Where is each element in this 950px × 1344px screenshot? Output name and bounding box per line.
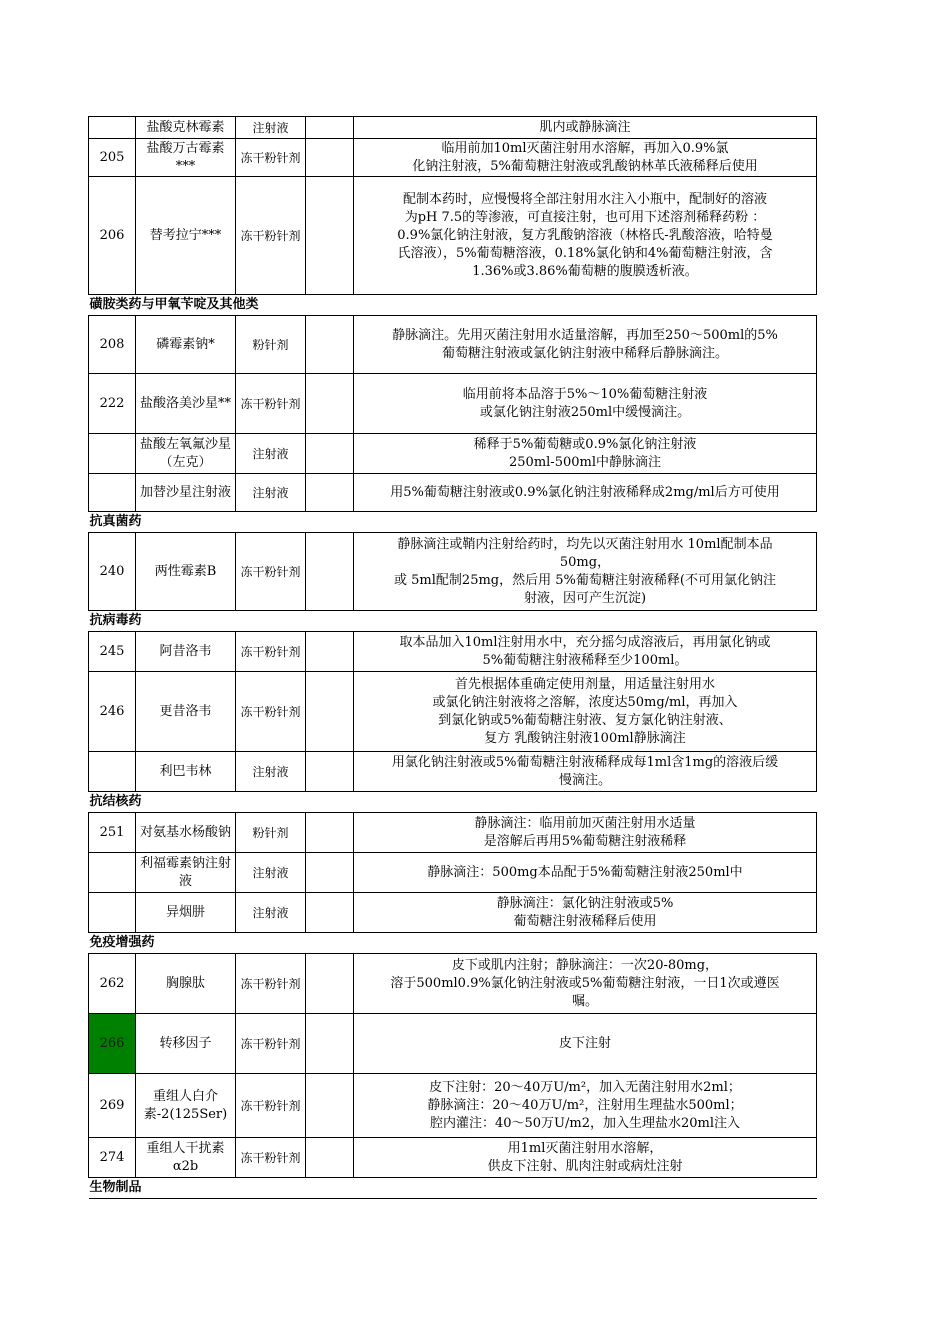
table-row bbox=[89, 752, 817, 792]
usage-line: 首先根据体重确定使用剂量，用适量注射用水 bbox=[454, 676, 715, 692]
blank-cell bbox=[306, 1074, 354, 1138]
usage-cell bbox=[354, 316, 817, 374]
usage-line: 用5%葡萄糖注射液或0.9%氯化钠注射液稀释成2mg/ml后方可使用 bbox=[390, 484, 780, 500]
table-row bbox=[89, 813, 817, 853]
usage-line: 临用前加10ml灭菌注射用水溶解，再加入0.9%氯 bbox=[441, 140, 729, 156]
table-row bbox=[89, 1074, 817, 1138]
usage-line: 0.9%氯化钠注射液，复方乳酸钠溶液（林格氏-乳酸溶液，哈特曼 bbox=[397, 227, 773, 243]
usage-line: 肌内或静脉滴注 bbox=[539, 119, 631, 135]
blank-cell bbox=[306, 672, 354, 752]
usage-cell bbox=[354, 853, 817, 893]
usage-cell bbox=[354, 117, 817, 139]
catalog-number-cell bbox=[89, 117, 136, 139]
dosage-form-cell: 注射液 bbox=[236, 117, 306, 139]
drug-name-cell: 盐酸左氧氟沙星（左克） bbox=[136, 434, 236, 474]
section-header-row bbox=[89, 611, 817, 632]
usage-cell bbox=[354, 893, 817, 933]
drug-name-cell: 盐酸洛美沙星** bbox=[136, 374, 236, 434]
usage-line: 葡萄糖注射液稀释后使用 bbox=[513, 913, 657, 929]
usage-line: 嘱。 bbox=[571, 993, 598, 1009]
table-row bbox=[89, 533, 817, 611]
section-header-row bbox=[89, 295, 817, 316]
catalog-number-cell bbox=[89, 893, 136, 933]
usage-line: 化钠注射液，5%葡萄糖注射液或乳酸钠林革氏液稀释后使用 bbox=[412, 158, 758, 174]
usage-line: 皮下注射 bbox=[558, 1035, 611, 1051]
usage-line: 取本品加入10ml注射用水中，充分摇匀成溶液后，再用氯化钠或 bbox=[399, 634, 771, 650]
usage-line: 为pH 7.5的等渗液，可直接注射，也可用下述溶剂稀释药粉 ： bbox=[404, 209, 766, 225]
drug-name-cell: 加替沙星注射液 bbox=[136, 474, 236, 512]
drug-name-cell: 更昔洛韦 bbox=[136, 672, 236, 752]
section-title: 抗真菌药 bbox=[89, 512, 817, 533]
drug-name-cell: 胸腺肽 bbox=[136, 954, 236, 1014]
usage-cell bbox=[354, 752, 817, 792]
drug-name-cell: 重组人干扰素α2b bbox=[136, 1138, 236, 1178]
drug-name-cell: 异烟肼 bbox=[136, 893, 236, 933]
blank-cell bbox=[306, 632, 354, 672]
dosage-form-cell: 冻干粉针剂 bbox=[236, 1074, 306, 1138]
usage-cell bbox=[354, 177, 817, 295]
usage-line: 或 5ml配制25mg，然后用 5%葡萄糖注射液稀释(不可用氯化钠注 bbox=[394, 572, 776, 588]
dosage-form-cell: 注射液 bbox=[236, 474, 306, 512]
dosage-form-cell: 冻干粉针剂 bbox=[236, 177, 306, 295]
blank-cell bbox=[306, 316, 354, 374]
drug-name-cell: 盐酸克林霉素 bbox=[136, 117, 236, 139]
usage-line: 250ml-500ml中静脉滴注 bbox=[509, 454, 661, 470]
blank-cell bbox=[306, 533, 354, 611]
usage-line: 50mg， bbox=[559, 554, 611, 570]
dosage-form-cell: 冻干粉针剂 bbox=[236, 139, 306, 177]
table-row bbox=[89, 853, 817, 893]
usage-line: 或氯化钠注射液250ml中缓慢滴注。 bbox=[479, 404, 691, 420]
catalog-number-cell: 208 bbox=[89, 316, 136, 374]
catalog-number-cell: 262 bbox=[89, 954, 136, 1014]
catalog-number-cell bbox=[89, 474, 136, 512]
usage-line: 射液，因可产生沉淀) bbox=[523, 590, 647, 606]
drug-name-cell: 替考拉宁*** bbox=[136, 177, 236, 295]
dosage-form-cell: 注射液 bbox=[236, 893, 306, 933]
dosage-form-cell: 冻干粉针剂 bbox=[236, 1014, 306, 1074]
usage-line: 静脉滴注。先用灭菌注射用水适量溶解，再加至250～500ml的5% bbox=[392, 327, 778, 343]
blank-cell bbox=[306, 474, 354, 512]
section-header-row bbox=[89, 933, 817, 954]
catalog-number-cell: 251 bbox=[89, 813, 136, 853]
blank-cell bbox=[306, 1014, 354, 1074]
usage-line: 氏溶液），5%葡萄糖溶液，0.18%氯化钠和4%葡萄糖注射液，含 bbox=[397, 245, 773, 261]
usage-line: 或氯化钠注射液将之溶解，浓度达50mg/ml，再加入 bbox=[432, 694, 738, 710]
usage-line: 稀释于5%葡萄糖或0.9%氯化钠注射液 bbox=[473, 436, 697, 452]
drug-name-cell: 阿昔洛韦 bbox=[136, 632, 236, 672]
blank-cell bbox=[306, 434, 354, 474]
usage-line: 到氯化钠或5%葡萄糖注射液、复方氯化钠注射液、 bbox=[438, 712, 732, 728]
usage-line: 腔内灌注：40～50万U/m2，加入生理盐水20ml注入 bbox=[429, 1115, 741, 1131]
drug-name-cell: 磷霉素钠* bbox=[136, 316, 236, 374]
catalog-number-cell: 245 bbox=[89, 632, 136, 672]
usage-line: 复方 乳酸钠注射液100ml静脉滴注 bbox=[484, 730, 686, 746]
usage-cell bbox=[354, 954, 817, 1014]
section-header-row bbox=[89, 792, 817, 813]
drug-name-cell: 盐酸万古霉素*** bbox=[136, 139, 236, 177]
usage-line: 静脉滴注：临用前加灭菌注射用水适量 bbox=[474, 815, 696, 831]
drug-table bbox=[88, 116, 817, 1199]
usage-line: 葡萄糖注射液或氯化钠注射液中稀释后静脉滴注。 bbox=[441, 345, 728, 361]
usage-cell bbox=[354, 374, 817, 434]
usage-cell bbox=[354, 1014, 817, 1074]
usage-line: 皮下注射：20～40万U/m²，加入无菌注射用水2ml； bbox=[429, 1079, 741, 1095]
usage-line: 溶于500ml0.9%氯化钠注射液或5%葡萄糖注射液，一日1次或遵医 bbox=[390, 975, 780, 991]
drug-name-cell: 利福霉素钠注射液 bbox=[136, 853, 236, 893]
catalog-number-cell bbox=[89, 434, 136, 474]
usage-cell bbox=[354, 474, 817, 512]
dosage-form-cell: 注射液 bbox=[236, 853, 306, 893]
dosage-form-cell: 冻干粉针剂 bbox=[236, 672, 306, 752]
dosage-form-cell: 冻干粉针剂 bbox=[236, 954, 306, 1014]
usage-line: 是溶解后再用5%葡萄糖注射液稀释 bbox=[483, 833, 687, 849]
blank-cell bbox=[306, 139, 354, 177]
table-row bbox=[89, 1138, 817, 1178]
section-header-row bbox=[89, 512, 817, 533]
table-row bbox=[89, 177, 817, 295]
catalog-number-cell: 266 bbox=[89, 1014, 136, 1074]
dosage-form-cell: 冻干粉针剂 bbox=[236, 1138, 306, 1178]
blank-cell bbox=[306, 374, 354, 434]
usage-cell bbox=[354, 434, 817, 474]
usage-line: 用1ml灭菌注射用水溶解， bbox=[507, 1140, 663, 1156]
blank-cell bbox=[306, 853, 354, 893]
section-title: 免疫增强药 bbox=[89, 933, 817, 954]
catalog-number-cell: 240 bbox=[89, 533, 136, 611]
usage-line: 配制本药时，应慢慢将全部注射用水注入小瓶中，配制好的溶液 bbox=[402, 191, 767, 207]
section-title: 抗结核药 bbox=[89, 792, 817, 813]
dosage-form-cell: 冻干粉针剂 bbox=[236, 632, 306, 672]
blank-cell bbox=[306, 893, 354, 933]
usage-cell bbox=[354, 672, 817, 752]
usage-line: 5%葡萄糖注射液稀释至少100ml。 bbox=[482, 652, 688, 668]
section-title: 生物制品 bbox=[89, 1178, 817, 1199]
catalog-number-cell bbox=[89, 853, 136, 893]
blank-cell bbox=[306, 813, 354, 853]
blank-cell bbox=[306, 752, 354, 792]
dosage-form-cell: 粉针剂 bbox=[236, 813, 306, 853]
table-row bbox=[89, 893, 817, 933]
catalog-number-cell: 246 bbox=[89, 672, 136, 752]
usage-line: 皮下或肌内注射；静脉滴注：一次20-80mg， bbox=[451, 957, 719, 973]
usage-cell bbox=[354, 1138, 817, 1178]
usage-line: 慢滴注。 bbox=[558, 772, 611, 788]
drug-name-cell: 对氨基水杨酸钠 bbox=[136, 813, 236, 853]
usage-cell bbox=[354, 533, 817, 611]
blank-cell bbox=[306, 177, 354, 295]
usage-line: 静脉滴注：氯化钠注射液或5% bbox=[496, 895, 674, 911]
table-row bbox=[89, 672, 817, 752]
catalog-number-cell bbox=[89, 752, 136, 792]
blank-cell bbox=[306, 1138, 354, 1178]
usage-line: 静脉滴注：500mg本品配于5%葡萄糖注射液250ml中 bbox=[427, 864, 743, 880]
section-title: 磺胺类药与甲氧苄啶及其他类 bbox=[89, 295, 817, 316]
drug-name-cell: 转移因子 bbox=[136, 1014, 236, 1074]
usage-line: 静脉滴注：20～40万U/m²，注射用生理盐水500ml； bbox=[427, 1097, 743, 1113]
usage-cell bbox=[354, 1074, 817, 1138]
drug-name-cell: 两性霉素B bbox=[136, 533, 236, 611]
dosage-form-cell: 冻干粉针剂 bbox=[236, 374, 306, 434]
catalog-number-cell: 269 bbox=[89, 1074, 136, 1138]
drug-usage-sheet bbox=[88, 116, 816, 1199]
table-row bbox=[89, 1014, 817, 1074]
usage-line: 静脉滴注或鞘内注射给药时，均先以灭菌注射用水 10ml配制本品 bbox=[397, 536, 773, 552]
table-row bbox=[89, 474, 817, 512]
table-row bbox=[89, 954, 817, 1014]
catalog-number-cell: 274 bbox=[89, 1138, 136, 1178]
blank-cell bbox=[306, 117, 354, 139]
usage-cell bbox=[354, 813, 817, 853]
usage-line: 1.36%或3.86%葡萄糖的腹膜透析液。 bbox=[472, 263, 698, 279]
blank-cell bbox=[306, 954, 354, 1014]
usage-line: 供皮下注射、肌肉注射或病灶注射 bbox=[487, 1158, 683, 1174]
table-row bbox=[89, 632, 817, 672]
table-row bbox=[89, 316, 817, 374]
table-row bbox=[89, 434, 817, 474]
usage-line: 用氯化钠注射液或5%葡萄糖注射液稀释成每1ml含1mg的溶液后缓 bbox=[391, 754, 779, 770]
catalog-number-cell: 206 bbox=[89, 177, 136, 295]
dosage-form-cell: 注射液 bbox=[236, 752, 306, 792]
section-header-row bbox=[89, 1178, 817, 1199]
dosage-form-cell: 注射液 bbox=[236, 434, 306, 474]
section-title: 抗病毒药 bbox=[89, 611, 817, 632]
dosage-form-cell: 冻干粉针剂 bbox=[236, 533, 306, 611]
usage-cell bbox=[354, 139, 817, 177]
usage-line: 临用前将本品溶于5%～10%葡萄糖注射液 bbox=[462, 386, 708, 402]
table-row bbox=[89, 139, 817, 177]
catalog-number-cell: 222 bbox=[89, 374, 136, 434]
drug-name-cell: 重组人白介素-2(125Ser) bbox=[136, 1074, 236, 1138]
usage-cell bbox=[354, 632, 817, 672]
dosage-form-cell: 粉针剂 bbox=[236, 316, 306, 374]
drug-name-cell: 利巴韦林 bbox=[136, 752, 236, 792]
table-row bbox=[89, 117, 817, 139]
catalog-number-cell: 205 bbox=[89, 139, 136, 177]
table-row bbox=[89, 374, 817, 434]
